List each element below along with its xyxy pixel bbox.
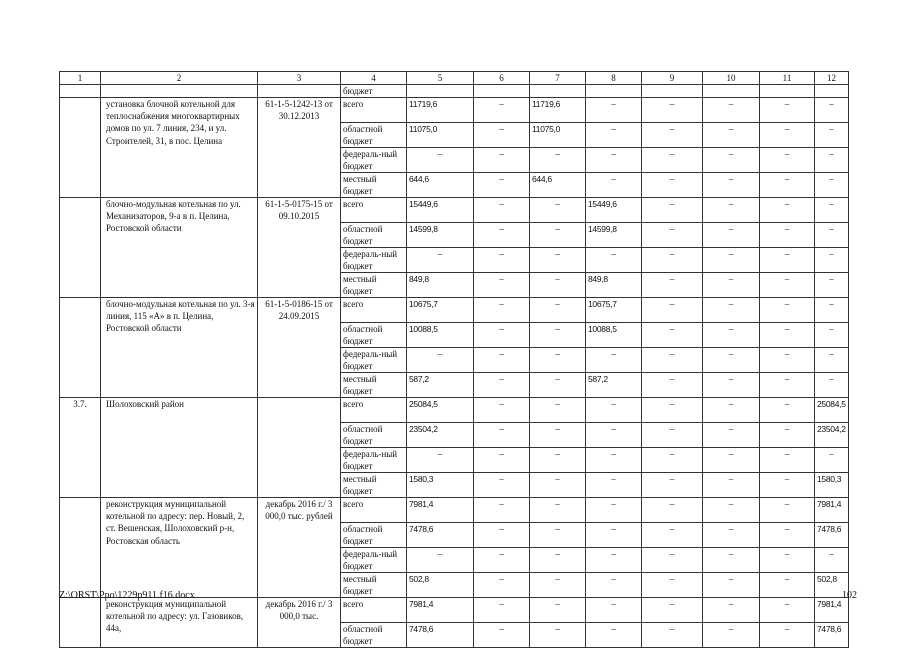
value-cell: 502,8 [407, 573, 474, 598]
value-cell: – [530, 623, 586, 648]
value-cell: – [474, 273, 530, 298]
header-cell: 10 [703, 72, 760, 85]
value-cell: – [474, 173, 530, 198]
value-cell: – [474, 223, 530, 248]
value-cell: – [815, 548, 849, 573]
value-cell: – [760, 623, 815, 648]
value-cell: – [642, 198, 703, 223]
value-cell: – [703, 248, 760, 273]
funding-source: всего [341, 498, 407, 523]
table-row [60, 85, 849, 98]
value-cell: 7478,6 [815, 523, 849, 548]
value-cell: – [407, 148, 474, 173]
header-cell: 1 [60, 72, 101, 85]
value-cell: – [703, 273, 760, 298]
value-cell: – [586, 573, 642, 598]
value-cell: 14599,8 [586, 223, 642, 248]
value-cell: – [703, 548, 760, 573]
item-number [60, 98, 101, 198]
object-name: установка блочной котельной для теплоснабжения многоквартирных домов по ул. 7 линия, 234, и ул. Строителей, 31, в пос. Целина [101, 98, 258, 198]
value-cell: 23504,2 [815, 423, 849, 448]
value-cell: – [703, 348, 760, 373]
value-cell: – [530, 548, 586, 573]
object-name: блочно-модульная котельная по ул. Механизаторов, 9-а в п. Целина, Ростовской области [101, 198, 258, 298]
value-cell: – [703, 573, 760, 598]
funding-source: областной бюджет [341, 223, 407, 248]
value-cell: – [642, 548, 703, 573]
value-cell: 15449,6 [407, 198, 474, 223]
value-cell [474, 85, 530, 98]
value-cell: – [586, 473, 642, 498]
value-cell: – [642, 348, 703, 373]
value-cell: – [530, 348, 586, 373]
value-cell: – [474, 298, 530, 323]
header-cell: 9 [642, 72, 703, 85]
value-cell: – [703, 473, 760, 498]
value-cell: 587,2 [407, 373, 474, 398]
value-cell: 11719,6 [407, 98, 474, 123]
value-cell: – [703, 448, 760, 473]
document-reference [258, 398, 341, 498]
value-cell: – [642, 448, 703, 473]
value-cell: – [760, 598, 815, 623]
value-cell: – [760, 523, 815, 548]
value-cell: – [815, 198, 849, 223]
value-cell: – [642, 498, 703, 523]
value-cell: – [642, 398, 703, 423]
value-cell: – [703, 323, 760, 348]
value-cell: 23504,2 [407, 423, 474, 448]
value-cell: 15449,6 [586, 198, 642, 223]
value-cell: – [474, 373, 530, 398]
value-cell: – [642, 273, 703, 298]
header-cell: 3 [258, 72, 341, 85]
table-row [60, 598, 849, 623]
value-cell: – [815, 123, 849, 148]
value-cell: 25084,5 [815, 398, 849, 423]
value-cell: – [815, 98, 849, 123]
funding-source: местный бюджет [341, 173, 407, 198]
value-cell: – [474, 548, 530, 573]
value-cell: – [530, 323, 586, 348]
value-cell [642, 85, 703, 98]
value-cell: – [642, 123, 703, 148]
value-cell: – [474, 573, 530, 598]
value-cell: – [703, 423, 760, 448]
value-cell: – [760, 548, 815, 573]
value-cell: – [760, 123, 815, 148]
value-cell: – [815, 373, 849, 398]
value-cell: – [760, 323, 815, 348]
value-cell: – [407, 348, 474, 373]
funding-source: местный бюджет [341, 273, 407, 298]
value-cell: – [474, 323, 530, 348]
value-cell: – [474, 98, 530, 123]
header-cell: 8 [586, 72, 642, 85]
value-cell: – [815, 298, 849, 323]
value-cell: – [815, 223, 849, 248]
value-cell: – [474, 498, 530, 523]
value-cell: – [815, 448, 849, 473]
value-cell: – [642, 248, 703, 273]
value-cell: – [703, 398, 760, 423]
value-cell: – [474, 448, 530, 473]
value-cell: – [474, 423, 530, 448]
value-cell: – [586, 623, 642, 648]
value-cell: 644,6 [530, 173, 586, 198]
value-cell: 1580,3 [815, 473, 849, 498]
funding-source: федераль-ный бюджет [341, 148, 407, 173]
value-cell: – [586, 248, 642, 273]
value-cell: 7478,6 [815, 623, 849, 648]
value-cell: 10088,5 [407, 323, 474, 348]
value-cell: – [760, 348, 815, 373]
value-cell [586, 85, 642, 98]
object-name: Шолоховский район [101, 398, 258, 498]
value-cell: – [760, 473, 815, 498]
header-cell: 5 [407, 72, 474, 85]
value-cell: – [642, 623, 703, 648]
value-cell: – [474, 623, 530, 648]
value-cell: – [586, 448, 642, 473]
value-cell: – [703, 298, 760, 323]
value-cell: – [703, 98, 760, 123]
value-cell: – [760, 173, 815, 198]
value-cell: – [815, 348, 849, 373]
funding-source: областной бюджет [341, 423, 407, 448]
value-cell: 644,6 [407, 173, 474, 198]
value-cell: 10675,7 [407, 298, 474, 323]
value-cell: – [760, 273, 815, 298]
value-cell: 849,8 [586, 273, 642, 298]
item-number [60, 198, 101, 298]
value-cell: – [474, 348, 530, 373]
value-cell: 7981,4 [815, 498, 849, 523]
value-cell: – [530, 423, 586, 448]
value-cell: – [530, 373, 586, 398]
value-cell: – [642, 523, 703, 548]
header-row [60, 72, 849, 85]
value-cell: – [474, 398, 530, 423]
value-cell: – [407, 448, 474, 473]
value-cell: – [530, 598, 586, 623]
document-reference: 61-1-5-0175-15 от 09.10.2015 [258, 198, 341, 298]
item-number: 3.7. [60, 398, 101, 498]
value-cell: 10675,7 [586, 298, 642, 323]
value-cell: – [530, 448, 586, 473]
table-row [60, 398, 849, 423]
funding-source: областной бюджет [341, 523, 407, 548]
value-cell: – [474, 248, 530, 273]
item-number [60, 298, 101, 398]
object-name: реконструкция муниципальной котельной по адресу: ул. Газовиков, 44а, [101, 598, 258, 648]
object-name: блочно-модульная котельная по ул. 3-я линия, 115 «А» в п. Целина, Ростовской области [101, 298, 258, 398]
file-path: Z:\ORST\Ppo\1229p911.f16.docx [59, 590, 195, 601]
funding-source: местный бюджет [341, 573, 407, 598]
header-cell: 7 [530, 72, 586, 85]
value-cell: – [703, 598, 760, 623]
value-cell: – [586, 348, 642, 373]
funding-source: всего [341, 298, 407, 323]
value-cell: – [586, 423, 642, 448]
value-cell: – [530, 248, 586, 273]
value-cell: – [407, 548, 474, 573]
value-cell: 11075,0 [530, 123, 586, 148]
value-cell [530, 85, 586, 98]
table-row [60, 98, 849, 123]
document-reference [258, 85, 341, 98]
table-row [60, 498, 849, 523]
table-row [60, 198, 849, 223]
item-number [60, 85, 101, 98]
value-cell: 7981,4 [815, 598, 849, 623]
value-cell: – [815, 148, 849, 173]
value-cell: – [815, 273, 849, 298]
value-cell: – [530, 298, 586, 323]
table-row [60, 298, 849, 323]
funding-source: федераль-ный бюджет [341, 448, 407, 473]
value-cell: 7478,6 [407, 623, 474, 648]
value-cell: 11719,6 [530, 98, 586, 123]
value-cell: – [703, 148, 760, 173]
value-cell: – [530, 148, 586, 173]
value-cell: 7981,4 [407, 598, 474, 623]
page-number: 102 [842, 590, 857, 601]
value-cell [703, 85, 760, 98]
value-cell: – [703, 173, 760, 198]
document-reference: 61-1-5-0186-15 от 24.09.2015 [258, 298, 341, 398]
value-cell: – [530, 398, 586, 423]
value-cell: – [642, 173, 703, 198]
value-cell: 7981,4 [407, 498, 474, 523]
value-cell: – [760, 298, 815, 323]
value-cell: – [530, 573, 586, 598]
value-cell: – [642, 323, 703, 348]
value-cell: – [474, 598, 530, 623]
value-cell: – [815, 248, 849, 273]
value-cell: – [760, 98, 815, 123]
value-cell: – [407, 248, 474, 273]
funding-source: местный бюджет [341, 373, 407, 398]
value-cell: – [530, 523, 586, 548]
value-cell: – [530, 273, 586, 298]
value-cell: – [586, 123, 642, 148]
value-cell: 1580,3 [407, 473, 474, 498]
header-cell: 6 [474, 72, 530, 85]
value-cell: – [642, 223, 703, 248]
funding-source: всего [341, 598, 407, 623]
value-cell: – [760, 248, 815, 273]
value-cell: – [642, 573, 703, 598]
value-cell: – [474, 148, 530, 173]
value-cell [760, 85, 815, 98]
value-cell: – [760, 498, 815, 523]
object-name: реконструкция муниципальной котельной по адресу: пер. Новый, 2, ст. Вешенская, Шолоховский р-н, Ростовская область [101, 498, 258, 598]
funding-source: федераль-ный бюджет [341, 248, 407, 273]
value-cell: 11075,0 [407, 123, 474, 148]
object-name [101, 85, 258, 98]
value-cell: – [815, 173, 849, 198]
value-cell: – [642, 148, 703, 173]
item-number [60, 598, 101, 648]
funding-source: всего [341, 398, 407, 423]
funding-source: бюджет [341, 85, 407, 98]
value-cell: 587,2 [586, 373, 642, 398]
value-cell: – [703, 198, 760, 223]
value-cell: – [760, 373, 815, 398]
value-cell: – [474, 473, 530, 498]
value-cell: – [703, 373, 760, 398]
value-cell: 7478,6 [407, 523, 474, 548]
value-cell: – [703, 523, 760, 548]
header-cell: 12 [815, 72, 849, 85]
value-cell: – [586, 148, 642, 173]
value-cell: – [586, 523, 642, 548]
value-cell: – [474, 123, 530, 148]
value-cell: 14599,8 [407, 223, 474, 248]
value-cell: – [530, 223, 586, 248]
budget-table [59, 71, 849, 648]
funding-source: всего [341, 98, 407, 123]
value-cell: 849,8 [407, 273, 474, 298]
value-cell: – [586, 498, 642, 523]
value-cell: – [586, 173, 642, 198]
value-cell: – [703, 123, 760, 148]
value-cell: – [815, 323, 849, 348]
header-cell: 4 [341, 72, 407, 85]
value-cell: 502,8 [815, 573, 849, 598]
value-cell: – [586, 548, 642, 573]
value-cell: – [760, 398, 815, 423]
value-cell: – [642, 373, 703, 398]
value-cell: – [703, 498, 760, 523]
value-cell: – [474, 523, 530, 548]
value-cell: – [760, 148, 815, 173]
value-cell: – [530, 473, 586, 498]
value-cell: – [642, 423, 703, 448]
header-cell: 11 [760, 72, 815, 85]
header-cell: 2 [101, 72, 258, 85]
value-cell: 25084,5 [407, 398, 474, 423]
value-cell: – [642, 298, 703, 323]
value-cell [407, 85, 474, 98]
value-cell: – [760, 198, 815, 223]
value-cell: – [586, 98, 642, 123]
value-cell [815, 85, 849, 98]
value-cell: – [642, 98, 703, 123]
value-cell: – [530, 498, 586, 523]
value-cell: – [703, 623, 760, 648]
value-cell: – [642, 473, 703, 498]
value-cell: – [586, 398, 642, 423]
funding-source: областной бюджет [341, 323, 407, 348]
funding-source: всего [341, 198, 407, 223]
document-reference: декабрь 2016 г./ 3 000,0 тыс. [258, 598, 341, 648]
funding-source: федераль-ный бюджет [341, 548, 407, 573]
funding-source: местный бюджет [341, 473, 407, 498]
funding-source: областной бюджет [341, 123, 407, 148]
value-cell: – [586, 598, 642, 623]
value-cell: – [642, 598, 703, 623]
value-cell: – [760, 223, 815, 248]
value-cell: – [703, 223, 760, 248]
value-cell: 10088,5 [586, 323, 642, 348]
document-reference: декабрь 2016 г./ 3 000,0 тыс. рублей [258, 498, 341, 598]
item-number [60, 498, 101, 598]
value-cell: – [760, 448, 815, 473]
value-cell: – [760, 573, 815, 598]
funding-source: областной бюджет [341, 623, 407, 648]
funding-source: федераль-ный бюджет [341, 348, 407, 373]
value-cell: – [760, 423, 815, 448]
value-cell: – [474, 198, 530, 223]
document-reference: 61-1-5-1242-13 от 30.12.2013 [258, 98, 341, 198]
value-cell: – [530, 198, 586, 223]
